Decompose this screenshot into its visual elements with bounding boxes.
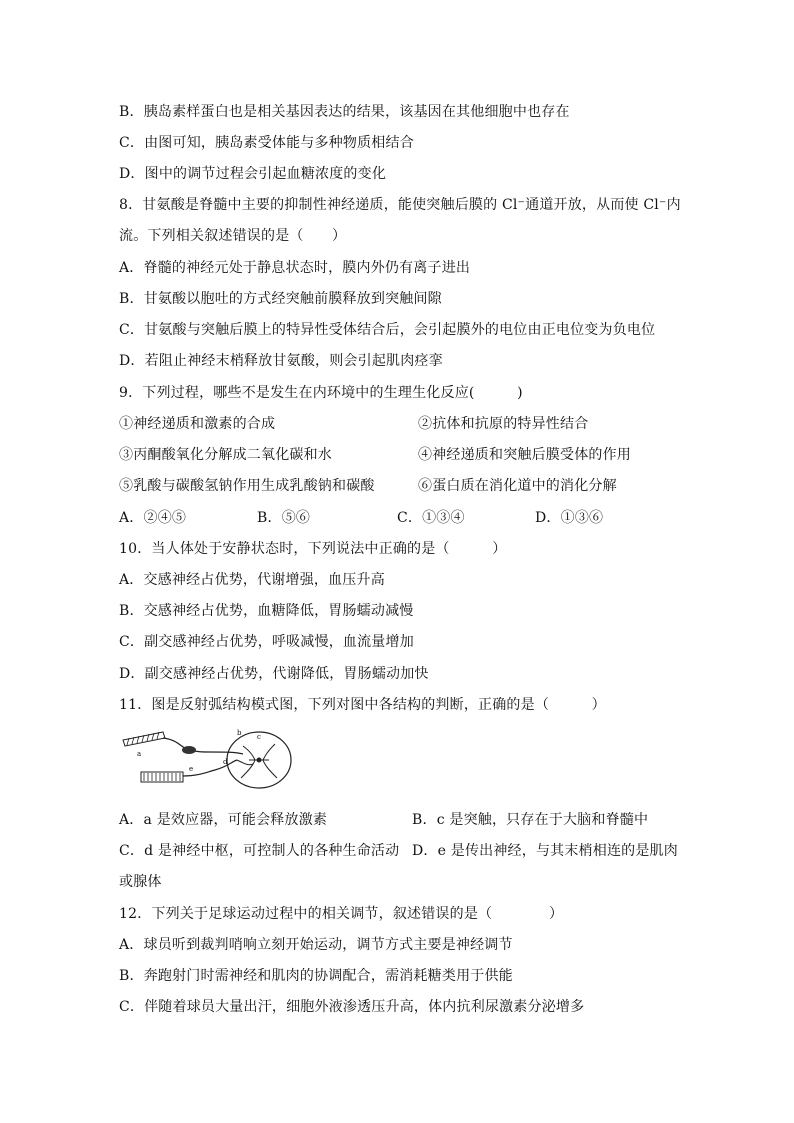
q7-option-b: B．胰岛素样蛋白也是相关基因表达的结果，该基因在其他细胞中也存在 bbox=[119, 104, 570, 120]
q8-option-b: B．甘氨酸以胞吐的方式经突触前膜释放到突触间隙 bbox=[119, 291, 442, 307]
q9-item-5: ⑤乳酸与碳酸氢钠作用生成乳酸钠和碳酸 bbox=[119, 478, 375, 494]
ganglion bbox=[182, 746, 196, 754]
q9-option-c: C．①③④ bbox=[397, 510, 465, 526]
q9-stem: 9．下列过程，哪些不是发生在内环境中的生理生化反应( ) bbox=[119, 385, 523, 401]
q11-option-d-line2: 或腺体 bbox=[119, 874, 162, 890]
q12-option-c: C．伴随着球员大量出汗，细胞外液渗透压升高，体内抗利尿激素分泌增多 bbox=[119, 999, 585, 1015]
q10-option-c: C．副交感神经占优势，呼吸减慢，血流量增加 bbox=[119, 634, 414, 650]
receptor-skin bbox=[123, 732, 165, 746]
q12-option-b: B．奔跑射门时需神经和肌肉的协调配合，需消耗糖类用于供能 bbox=[119, 968, 513, 984]
q9-option-d: D．①③⑥ bbox=[535, 510, 604, 526]
q8-stem-line1: 8．甘氨酸是脊髓中主要的抑制性神经递质，能使突触后膜的 Cl⁻通道开放，从而使 Cl⁻内 bbox=[119, 197, 681, 213]
q10-option-a: A．交感神经占优势，代谢增强，血压升高 bbox=[119, 572, 385, 588]
q9-item-2: ②抗体和抗原的特异性结合 bbox=[418, 416, 589, 432]
q9-item-3: ③丙酮酸氧化分解成二氧化碳和水 bbox=[119, 447, 332, 463]
q10-stem: 10．当人体处于安静状态时，下列说法中正确的是（ ） bbox=[119, 541, 507, 557]
q11-option-d-line1: D．e 是传出神经，与其末梢相连的是肌肉 bbox=[412, 843, 678, 859]
q9-item-1: ①神经递质和激素的合成 bbox=[119, 416, 276, 432]
q8-option-c: C．甘氨酸与突触后膜上的特异性受体结合后，会引起膜外的电位由正电位变为负电位 bbox=[119, 322, 656, 338]
q9-item-6: ⑥蛋白质在消化道中的消化分解 bbox=[418, 478, 617, 494]
q12-stem: 12．下列关于足球运动过程中的相关调节，叙述错误的是（ ） bbox=[119, 906, 564, 922]
q8-stem-line2: 流。下列相关叙述错误的是（ ） bbox=[119, 228, 347, 244]
q9-item-4: ④神经递质和突触后膜受体的作用 bbox=[418, 447, 631, 463]
q7-option-d: D．图中的调节过程会引起血糖浓度的变化 bbox=[119, 166, 387, 182]
q11-option-a: A．a 是效应器，可能会释放激素 bbox=[119, 812, 328, 828]
fig-label-b: b bbox=[237, 729, 242, 737]
q11-stem: 11．图是反射弧结构模式图，下列对图中各结构的判断，正确的是（ ） bbox=[119, 697, 606, 713]
fig-label-a: a bbox=[137, 750, 142, 758]
q7-option-c: C．由图可知，胰岛素受体能与多种物质相结合 bbox=[119, 135, 414, 151]
q9-option-a: A．②④⑤ bbox=[119, 510, 187, 526]
q10-option-b: B．交感神经占优势，血糖降低，胃肠蠕动减慢 bbox=[119, 603, 414, 619]
fig-label-c: c bbox=[257, 733, 261, 741]
fig-label-e: e bbox=[189, 765, 194, 773]
fig-label-d: d bbox=[223, 758, 228, 766]
q9-option-b: B．⑤⑥ bbox=[257, 510, 311, 526]
q12-option-a: A．球员听到裁判哨响立刻开始运动，调节方式主要是神经调节 bbox=[119, 937, 513, 953]
q11-option-b: B．c 是突触，只存在于大脑和脊髓中 bbox=[412, 812, 649, 828]
effector-muscle bbox=[141, 772, 183, 782]
q8-option-d: D．若阻止神经末梢释放甘氨酸，则会引起肌肉痉挛 bbox=[119, 353, 443, 369]
q10-option-d: D．副交感神经占优势，代谢降低，胃肠蠕动加快 bbox=[119, 666, 429, 682]
q11-option-c: C．d 是神经中枢，可控制人的各种生命活动 bbox=[119, 843, 400, 859]
q8-option-a: A．脊髓的神经元处于静息状态时，膜内外仍有离子进出 bbox=[119, 260, 471, 276]
reflex-arc-figure bbox=[119, 726, 295, 796]
